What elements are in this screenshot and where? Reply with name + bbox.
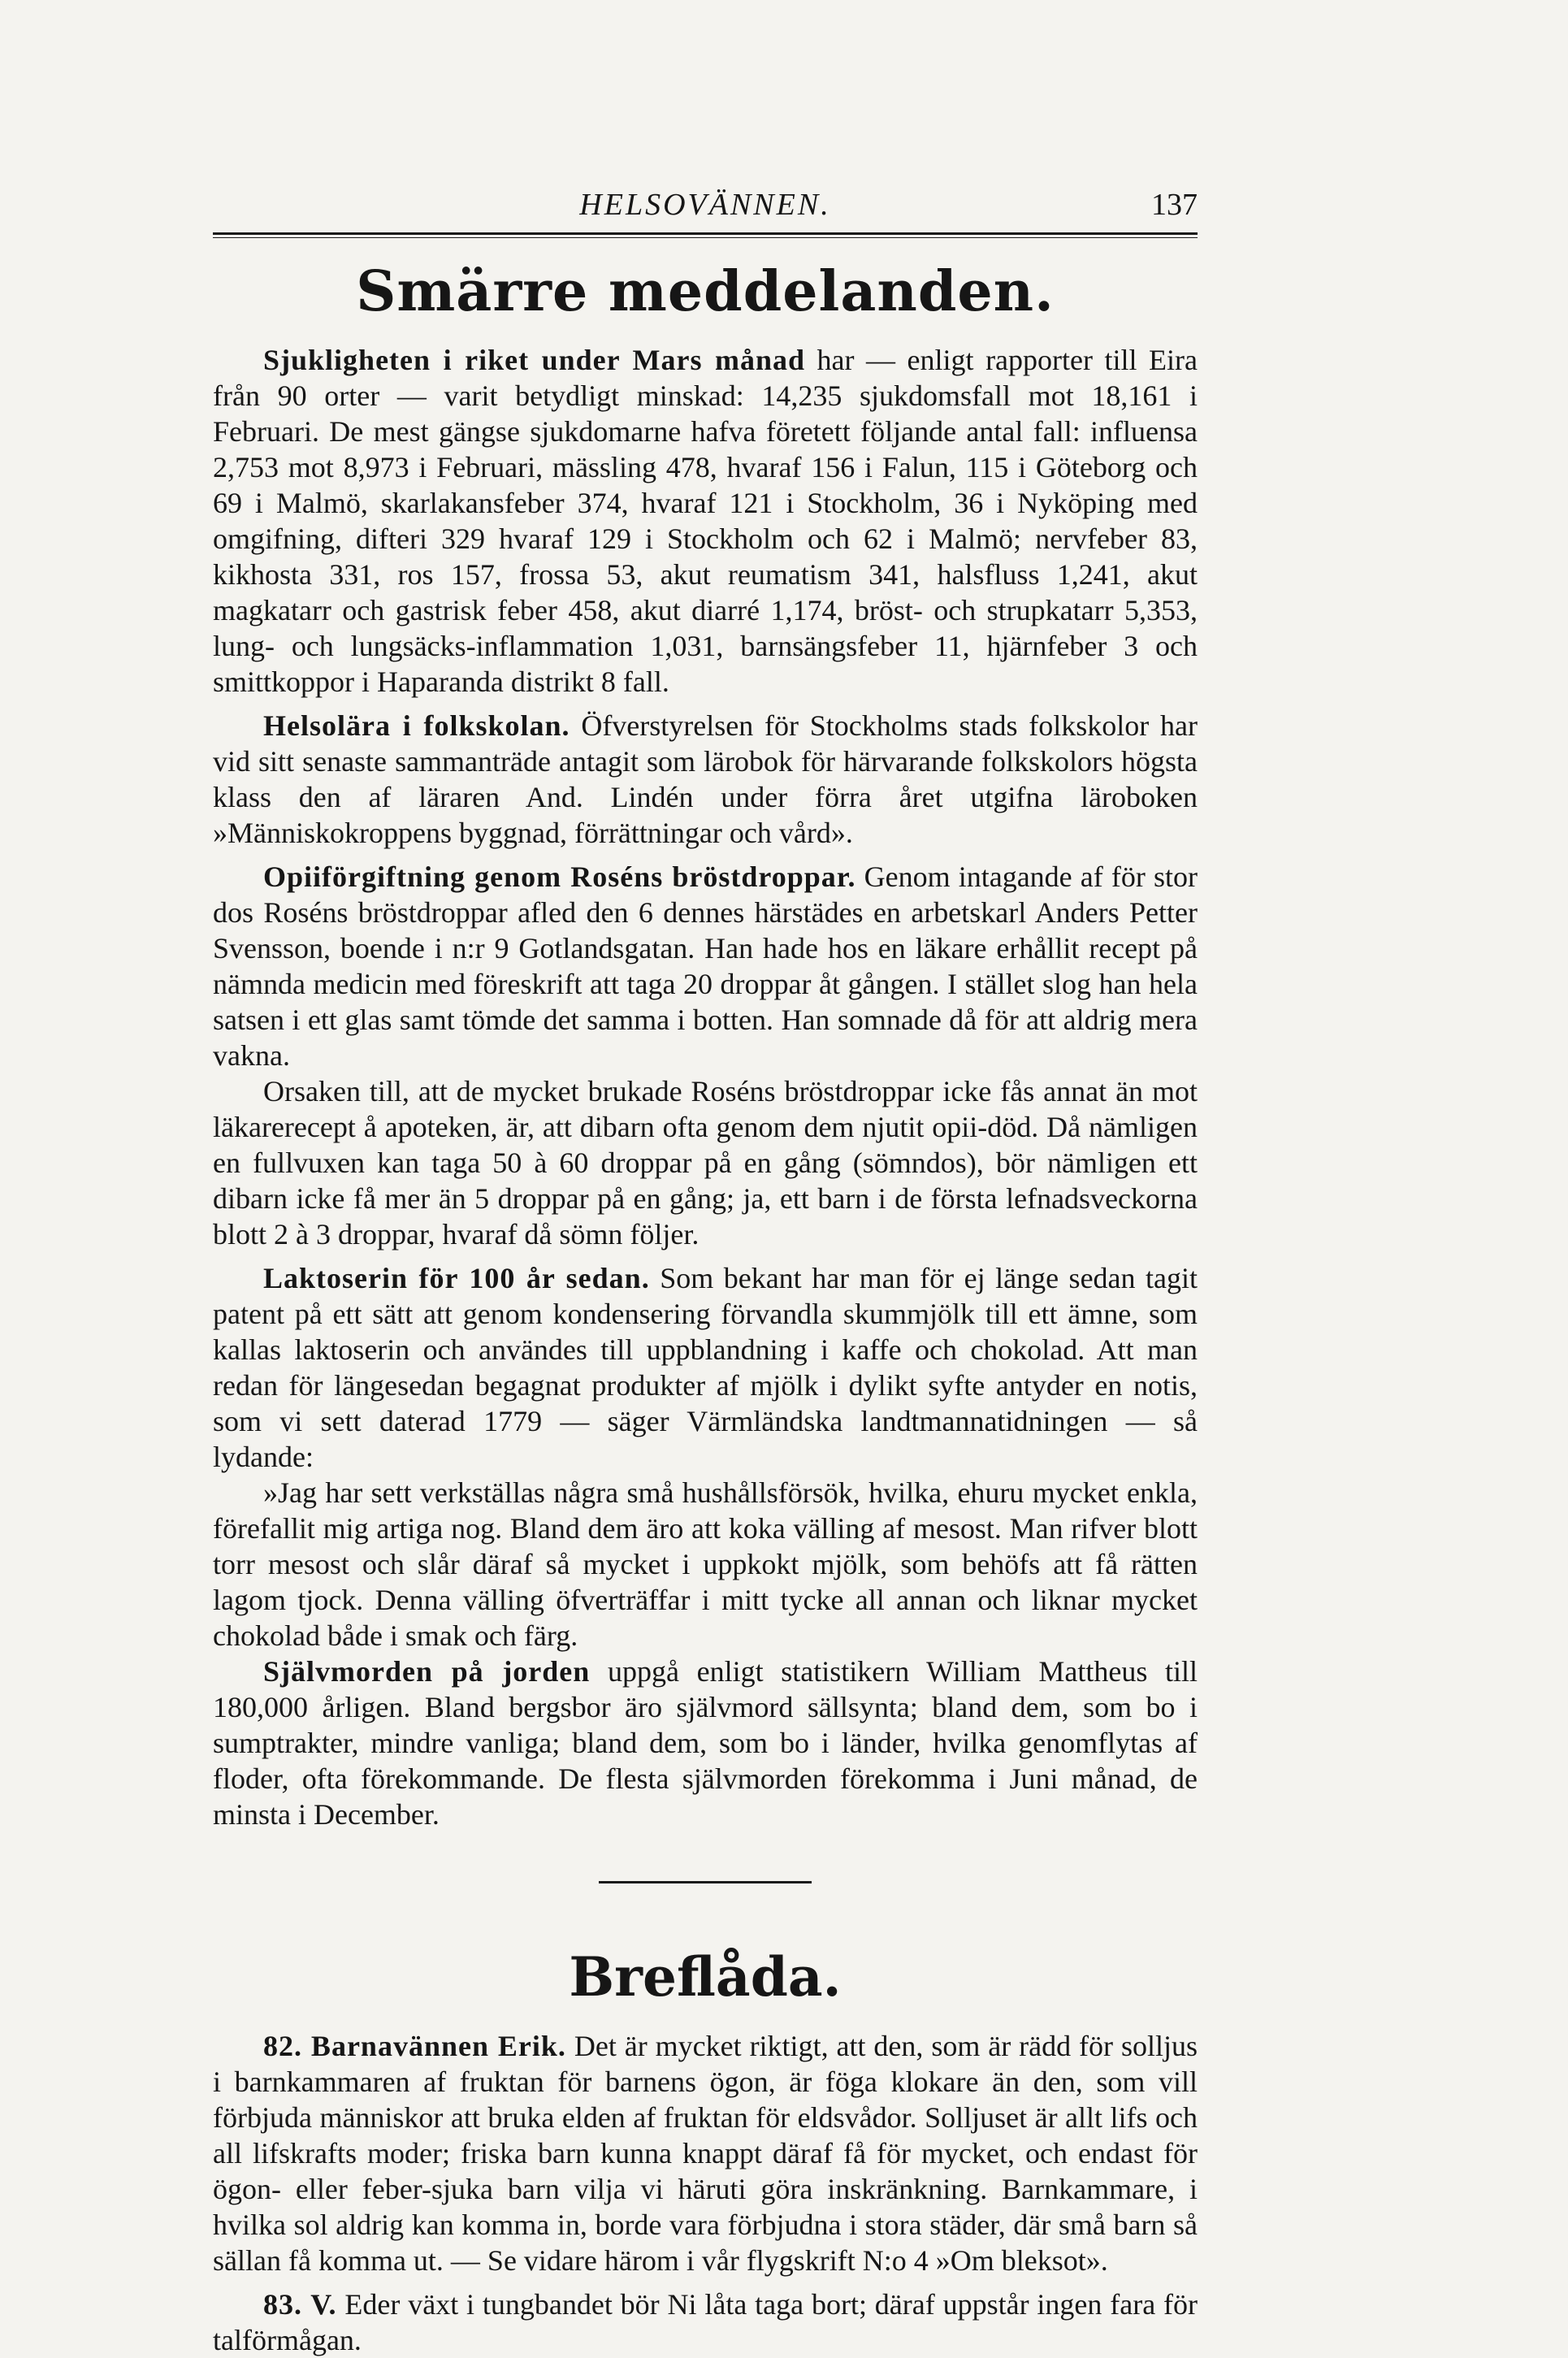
section-title-meddelanden: Smärre meddelanden. bbox=[356, 259, 1055, 324]
section-divider bbox=[599, 1881, 812, 1883]
letter-lead: 83. V. bbox=[263, 2288, 337, 2321]
letter-82 bbox=[213, 2028, 1198, 2278]
letter-text: Det är mycket riktigt, att den, som är rädd för solljus i barnkammaren af fruktan för barnens ögon, är föga klokare än den, som vill förbjuda människor att bruka elden af fruktan för eldsvådor. Solljuset är allt lifs och all lifskrafts moder; friska barn kunna knappt däraf få för mycket, och endast för ögon- eller feber-sjuka barn vilja vi häruti göra inskränkning. Barnkammare, i hvilka sol aldrig kan komma in, borde vara förbjudna i stora städer, där små barn så sällan få komma ut. — Se vidare härom i vår flygskrift N:o 4 »Om bleksot». bbox=[213, 2030, 1198, 2277]
article-opiiforgiftning bbox=[213, 859, 1198, 1073]
article-lead: Helsolära i folkskolan. bbox=[263, 709, 570, 742]
article-text: Öfverstyrelsen för Stockholms stads folkskolor har vid sitt senaste sammanträde antagit som lärobok för härvarande folkskolors högsta klass den af läraren And. Lindén under förra året utgifna läroboken »Människokroppens byggnad, förrättningar och vård». bbox=[213, 709, 1198, 849]
article-lead: Opiiförgiftning genom Roséns bröstdroppar. bbox=[263, 860, 856, 893]
journal-title: HELSOVÄNNEN. bbox=[579, 188, 831, 222]
article-text: Som bekant har man för ej länge sedan tagit patent på ett sätt att genom kondensering förvandla skummjölk till ett ämne, som kallas laktoserin och användes till uppblandning i kaffe och chokolad. Att man redan för längesedan begagnat produkter af mjölk i dylikt syfte antyder en notis, som vi sett daterad 1779 — säger Värmländska landtmannatidningen — så lydande: bbox=[213, 1262, 1198, 1473]
article-text: Orsaken till, att de mycket brukade Roséns bröstdroppar icke fås annat än mot läkarerecept å apoteken, är, att dibarn ofta genom dem njutit opii-död. Då nämligen en fullvuxen kan taga 50 à 60 droppar på en gång (sömndos), bör nämligen ett dibarn icke få mer än 5 droppar på en gång; ja, ett barn i de första lefnadsveckorna blott 2 à 3 droppar, hvaraf då sömn följer. bbox=[213, 1075, 1198, 1251]
article-helsolara bbox=[213, 708, 1198, 851]
running-head bbox=[213, 187, 1198, 232]
article-laktoserin bbox=[213, 1260, 1198, 1475]
section-title-breflada: Breflåda. bbox=[569, 1945, 842, 2009]
article-text: uppgå enligt statistikern William Mattheus till 180,000 årligen. Bland bergsbor äro självmord sällsynta; bland dem, som bo i sumptrakter, mindre vanliga; bland dem, som bo i länder, hvilka genomflytas af floder, ofta förekommande. De flesta självmorden förekomma i Juni månad, de minsta i December. bbox=[213, 1655, 1198, 1831]
page-number: 137 bbox=[1151, 188, 1198, 222]
article-orsaken bbox=[213, 1073, 1198, 1252]
article-lead: Självmorden på jorden bbox=[263, 1655, 591, 1688]
article-lead: Sjukligheten i riket under Mars månad bbox=[263, 344, 806, 376]
letter-lead: 82. Barnavännen Erik. bbox=[263, 2030, 566, 2062]
article-lead: Laktoserin för 100 år sedan. bbox=[263, 1262, 650, 1294]
text-column bbox=[213, 187, 1198, 2358]
header-rule bbox=[213, 232, 1198, 238]
article-text: »Jag har sett verkställas några små hushållsförsök, hvilka, ehuru mycket enkla, förefallit mig artiga nog. Bland dem äro att koka välling af mesost. Man rifver blott torr mesost och slår däraf så mycket i uppkokt mjölk, som behöfs att få rätten lagom tjock. Denna välling öfverträffar i mitt tycke all annan och liknar mycket chokolad både i smak och färg. bbox=[213, 1476, 1198, 1652]
article-sjukligheten bbox=[213, 342, 1198, 700]
article-text: har — enligt rapporter till Eira från 90 orter — varit betydligt minskad: 14,235 sjukdomsfall mot 18,161 i Februari. De mest gängse sjukdomarne hafva företett följande antal fall: influensa 2,753 mot 8,973 i Februari, mässling 478, hvaraf 156 i Falun, 115 i Göteborg och 69 i Malmö, skarlakansfeber 374, hvaraf 121 i Stockholm, 36 i Nyköping med omgifning, difteri 329 hvaraf 129 i Stockholm och 62 i Malmö; nervfeber 83, kikhosta 331, ros 157, frossa 53, akut reumatism 341, halsfluss 1,241, akut magkatarr och gastrisk feber 458, akut diarré 1,174, bröst- och strupkatarr 5,353, lung- och lungsäcks-inflammation 1,031, barnsängsfeber 11, hjärnfeber 3 och smittkoppor i Haparanda distrikt 8 fall. bbox=[213, 344, 1198, 698]
article-quote bbox=[213, 1475, 1198, 1654]
article-sjalfmorden bbox=[213, 1654, 1198, 1832]
article-text: Genom intagande af för stor dos Roséns bröstdroppar afled den 6 dennes härstädes en arbetskarl Anders Petter Svensson, boende i n:r 9 Gotlandsgatan. Han hade hos en läkare erhållit recept på nämnda medicin med föreskrift att taga 20 droppar åt gången. I stället slog han hela satsen i ett glas samt tömde det samma i botten. Han somnade då för att aldrig mera vakna. bbox=[213, 860, 1198, 1072]
letter-text: Eder växt i tungbandet bör Ni låta taga bort; däraf uppstår ingen fara för talförmågan. bbox=[213, 2288, 1198, 2356]
letter-83 bbox=[213, 2286, 1198, 2358]
